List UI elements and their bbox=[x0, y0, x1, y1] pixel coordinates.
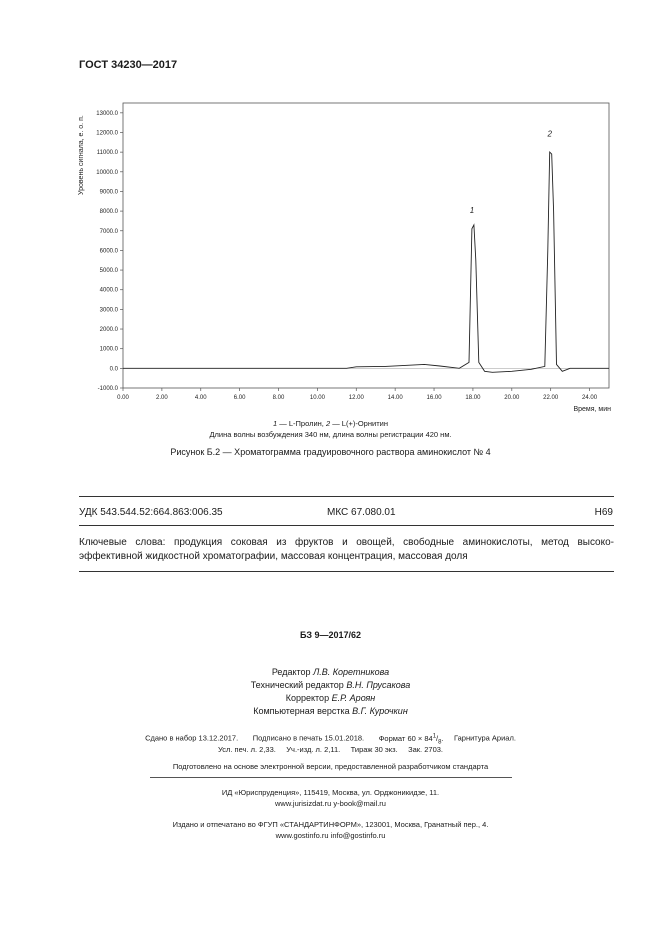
layout-line bbox=[0, 706, 661, 716]
divider-imprint bbox=[150, 777, 512, 778]
bz-number: БЗ 9—2017/62 bbox=[299, 630, 362, 640]
plot-frame bbox=[123, 103, 609, 388]
udk-code: УДК 543.544.52:664.863:006.35 bbox=[79, 507, 223, 518]
legend-text-2: — L(+)-Орнитин bbox=[330, 419, 388, 428]
chart-legend-wavelength: Длина волны возбуждения 340 нм, длина волны регистрации 420 нм. bbox=[209, 430, 452, 439]
mks-code: МКС 67.080.01 bbox=[327, 507, 396, 518]
y-tick-label: 1000.0 bbox=[99, 346, 118, 353]
format-numerator: 1 bbox=[432, 733, 437, 739]
legend-text-1: — L-Пролин, bbox=[277, 419, 326, 428]
y-tick-label: 11000.0 bbox=[96, 150, 118, 157]
y-tick-label: 5000.0 bbox=[99, 268, 118, 275]
print-sheets: Усл. печ. л. 2,33. bbox=[218, 745, 276, 754]
print-run: Тираж 30 экз. bbox=[350, 745, 398, 754]
peak-label: 1 bbox=[469, 206, 475, 216]
imprint-line-1 bbox=[0, 733, 661, 745]
y-tick-label: 13000.0 bbox=[96, 110, 118, 117]
y-tick-label: 3000.0 bbox=[99, 307, 118, 314]
y-tick-label: 0.0 bbox=[109, 366, 118, 373]
publisher-contacts: www.jurisizdat.ru y-book@mail.ru bbox=[275, 799, 386, 808]
tech-editor-name: В.Н. Прусакова bbox=[346, 680, 411, 690]
format-end: . bbox=[441, 733, 444, 743]
chart-legend-peaks bbox=[0, 419, 661, 428]
printer-contacts: www.gostinfo.ru info@gostinfo.ru bbox=[275, 831, 386, 840]
publisher-address: ИД «Юриспруденция», 115419, Москва, ул. Орджоникидзе, 11. bbox=[221, 788, 440, 797]
layout-name: В.Г. Курочкин bbox=[352, 706, 408, 716]
y-tick-label: 12000.0 bbox=[96, 130, 118, 137]
x-tick-label: 24.00 bbox=[582, 395, 598, 401]
y-tick-label: 10000.0 bbox=[96, 169, 118, 176]
figure-caption: Рисунок Б.2 — Хроматограмма градуировочного раствора аминокислот № 4 bbox=[170, 447, 491, 457]
submitted-date: Сдано в набор 13.12.2017. bbox=[145, 733, 239, 743]
x-tick-label: 12.00 bbox=[348, 395, 364, 401]
editor-label: Редактор bbox=[271, 667, 314, 677]
y-tick-label: 6000.0 bbox=[99, 248, 118, 255]
y-tick-label: 7000.0 bbox=[99, 228, 118, 235]
publishing-sheets: Уч.-изд. л. 2,11. bbox=[286, 745, 341, 754]
y-tick-label: 9000.0 bbox=[99, 189, 118, 196]
y-tick-label: 4000.0 bbox=[99, 287, 118, 294]
x-axis-label: Время, мин bbox=[573, 406, 611, 413]
x-tick-label: 16.00 bbox=[426, 395, 442, 401]
legend-number-2: 2 bbox=[325, 419, 331, 428]
imprint-line-2 bbox=[0, 745, 661, 754]
peak-labels bbox=[470, 129, 553, 215]
signed-date: Подписано в печать 15.01.2018. bbox=[252, 733, 365, 743]
x-tick-label: 4.00 bbox=[194, 395, 207, 401]
order-number: Зак. 2703. bbox=[408, 745, 443, 754]
chromatogram-chart bbox=[70, 100, 630, 420]
typeface: Гарнитура Ариал. bbox=[453, 733, 516, 743]
corrector-line bbox=[0, 693, 661, 703]
format-denominator: 8 bbox=[438, 739, 442, 745]
x-axis-ticks bbox=[117, 388, 598, 401]
keywords: Ключевые слова: продукция соковая из фруктов и овощей, свободные аминокислоты, метод высоко-эффективной жидкостной хроматографии, массовая концентрация, массовая доля bbox=[79, 537, 614, 562]
prepared-note: Подготовлено на основе электронной версии, предоставленной разработчиком стандарта bbox=[172, 762, 489, 771]
corrector-label: Корректор bbox=[285, 693, 332, 703]
divider-top bbox=[79, 496, 614, 497]
corrector-name: Е.Р. Ароян bbox=[331, 693, 376, 703]
legend-number-1: 1 bbox=[273, 419, 278, 428]
x-tick-label: 14.00 bbox=[387, 395, 403, 401]
x-tick-label: 8.00 bbox=[272, 395, 285, 401]
paper-format: Формат $60 \times 84^1/_8$. bbox=[378, 733, 444, 745]
x-tick-label: 18.00 bbox=[465, 395, 481, 401]
y-tick-label: 8000.0 bbox=[99, 209, 118, 216]
x-tick-label: 6.00 bbox=[233, 395, 246, 401]
x-tick-label: 20.00 bbox=[504, 395, 520, 401]
x-tick-label: 2.00 bbox=[156, 395, 168, 401]
editor-line bbox=[0, 667, 661, 677]
y-axis-ticks bbox=[96, 111, 609, 392]
chromatogram-trace bbox=[123, 152, 609, 372]
divider-bottom bbox=[79, 571, 614, 572]
divider-middle bbox=[79, 525, 614, 526]
x-tick-label: 10.00 bbox=[309, 395, 325, 401]
printer-address: Издано и отпечатано во ФГУП «СТАНДАРТИНФОРМ», 123001, Москва, Гранатный пер., 4. bbox=[172, 820, 489, 829]
y-tick-label: -1000.0 bbox=[97, 386, 118, 392]
tech-editor-label: Технический редактор bbox=[250, 680, 347, 690]
tech-editor-line bbox=[0, 680, 661, 690]
editor-name: Л.В. Коретникова bbox=[313, 667, 390, 677]
layout-label: Компьютерная верстка bbox=[253, 706, 353, 716]
format-text: Формат 60 × 84 bbox=[378, 733, 433, 743]
standard-header: ГОСТ 34230—2017 bbox=[79, 59, 178, 71]
y-tick-label: 2000.0 bbox=[99, 327, 118, 334]
x-tick-label: 22.00 bbox=[543, 395, 559, 401]
y-axis-label: Уровень сигнала, е. о. п. bbox=[78, 115, 85, 195]
x-tick-label: 0.00 bbox=[117, 395, 129, 401]
classification-code: Н69 bbox=[594, 507, 613, 518]
peak-label: 2 bbox=[547, 129, 552, 139]
